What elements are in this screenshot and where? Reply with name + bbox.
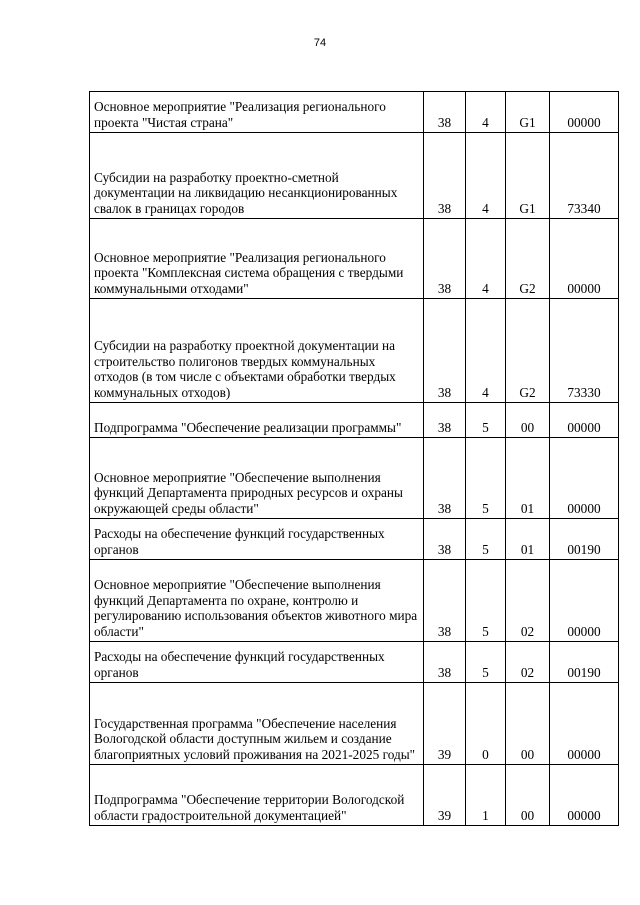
subprogram-code: 4 xyxy=(466,299,506,403)
table-row xyxy=(90,133,619,219)
program-code: 38 xyxy=(424,642,466,683)
row-description: Подпрограмма "Обеспечение реализации программы" xyxy=(90,403,424,438)
row-description: Основное мероприятие "Обеспечение выполнения функций Департамента природных ресурсов и охраны окружающей среды области" xyxy=(90,438,424,519)
direction-code: 00000 xyxy=(550,560,619,642)
row-description: Подпрограмма "Обеспечение территории Вологодской области градостроительной документацией" xyxy=(90,765,424,826)
program-code: 38 xyxy=(424,299,466,403)
activity-code: G1 xyxy=(506,133,550,219)
subprogram-code: 1 xyxy=(466,765,506,826)
direction-code: 73330 xyxy=(550,299,619,403)
subprogram-code: 5 xyxy=(466,519,506,560)
direction-code: 00000 xyxy=(550,765,619,826)
subprogram-code: 4 xyxy=(466,133,506,219)
row-description: Основное мероприятие "Реализация регионального проекта "Чистая страна" xyxy=(90,92,424,133)
table-row xyxy=(90,642,619,683)
table-row xyxy=(90,92,619,133)
activity-code: 02 xyxy=(506,560,550,642)
activity-code: 00 xyxy=(506,683,550,765)
table-row xyxy=(90,519,619,560)
direction-code: 00000 xyxy=(550,403,619,438)
activity-code: 01 xyxy=(506,438,550,519)
page-number: 74 xyxy=(313,37,327,49)
direction-code: 00190 xyxy=(550,642,619,683)
activity-code: 00 xyxy=(506,765,550,826)
program-code: 38 xyxy=(424,403,466,438)
subprogram-code: 5 xyxy=(466,403,506,438)
table-row xyxy=(90,403,619,438)
activity-code: G2 xyxy=(506,219,550,299)
row-description: Основное мероприятие "Обеспечение выполнения функций Департамента по охране, контролю и регулированию использования объектов животного мира области" xyxy=(90,560,424,642)
direction-code: 00190 xyxy=(550,519,619,560)
direction-code: 00000 xyxy=(550,438,619,519)
program-code: 39 xyxy=(424,765,466,826)
direction-code: 73340 xyxy=(550,133,619,219)
subprogram-code: 5 xyxy=(466,642,506,683)
row-description: Государственная программа "Обеспечение населения Вологодской области доступным жильем и создание благоприятных условий проживания на 2021-2025 годы" xyxy=(90,683,424,765)
row-description: Субсидии на разработку проектной документации на строительство полигонов твердых коммунальных отходов (в том числе с объектами обработки твердых коммунальных отходов) xyxy=(90,299,424,403)
activity-code: G1 xyxy=(506,92,550,133)
row-description: Основное мероприятие "Реализация регионального проекта "Комплексная система обращения с твердыми коммунальными отходами" xyxy=(90,219,424,299)
program-code: 38 xyxy=(424,560,466,642)
subprogram-code: 5 xyxy=(466,438,506,519)
row-description: Субсидии на разработку проектно-сметной документации на ликвидацию несанкционированных свалок в границах городов xyxy=(90,133,424,219)
subprogram-code: 5 xyxy=(466,560,506,642)
table-row xyxy=(90,219,619,299)
direction-code: 00000 xyxy=(550,683,619,765)
program-code: 39 xyxy=(424,683,466,765)
table-row xyxy=(90,438,619,519)
program-code: 38 xyxy=(424,219,466,299)
row-description: Расходы на обеспечение функций государственных органов xyxy=(90,642,424,683)
table-row xyxy=(90,683,619,765)
subprogram-code: 4 xyxy=(466,219,506,299)
table-row xyxy=(90,765,619,826)
activity-code: 02 xyxy=(506,642,550,683)
subprogram-code: 4 xyxy=(466,92,506,133)
table-row xyxy=(90,560,619,642)
direction-code: 00000 xyxy=(550,219,619,299)
activity-code: 01 xyxy=(506,519,550,560)
activity-code: 00 xyxy=(506,403,550,438)
activity-code: G2 xyxy=(506,299,550,403)
subprogram-code: 0 xyxy=(466,683,506,765)
direction-code: 00000 xyxy=(550,92,619,133)
table-row xyxy=(90,299,619,403)
budget-classification-table xyxy=(89,91,619,826)
program-code: 38 xyxy=(424,133,466,219)
program-code: 38 xyxy=(424,92,466,133)
row-description: Расходы на обеспечение функций государственных органов xyxy=(90,519,424,560)
program-code: 38 xyxy=(424,519,466,560)
program-code: 38 xyxy=(424,438,466,519)
